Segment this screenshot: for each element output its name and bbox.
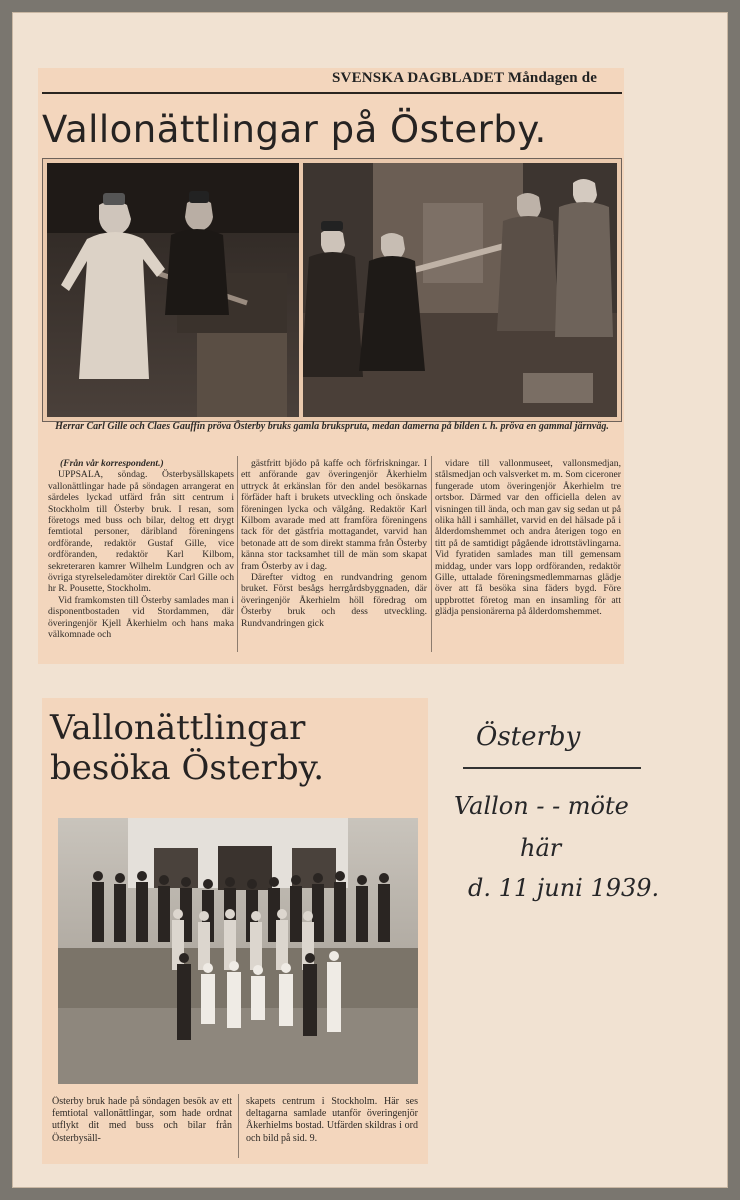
column-rule [237, 456, 238, 652]
column-rule [431, 456, 432, 652]
article-paragraph: Därefter vidtog en rundvandring genom bruket. Först besågs herrgårdsbyggnaden, där överingenjör Åkerhielm höll föredrag om Österby bruk och dess utveckling. Rundvandringen gick [241, 572, 427, 629]
article-headline: Vallonättlingar på Österby. [42, 108, 547, 151]
article-column-1 [48, 458, 234, 654]
photo-caption-column-2: skapets centrum i Stockholm. Här ses deltagarna samlade utanför överingenjör Åkerhielms bostad. Utfärden skildras i ord och bild på sid. 9. [246, 1096, 418, 1144]
group-photo [58, 818, 418, 1084]
headline-line: Vallonättlingar [50, 708, 306, 748]
photo-frame [42, 158, 622, 422]
handwritten-underline [463, 767, 641, 769]
article-headline-2 [50, 708, 424, 788]
article-paragraph: vidare till vallonmuseet, vallonsmedjan, stålsmedjan och valsverket m. m. Som ciceroner fungerade utom överingenjör Åkerhielm tre ortsbor. Därmed var den officiella delen av visningen till ända, och man gav sig sedan ut på olika håll i samhället, varvid en del hälsade på i ålderdomshemmet och andra återigen togo en titt på de samtidigt pågående idrottstävlingarna. Vid fyratiden samlades man till gemensam middag, under vars lopp ordföranden, redaktör Gille, uttalade föreningsmedlemmarnas glädje över att få besöka sina fäders bygd. Före uppbrottet företog man en insamling för att glädja pensionärerna på ålderdomshemmet. [435, 458, 621, 618]
handwritten-line: d. 11 juni 1939. [468, 874, 660, 902]
photo-caption: Herrar Carl Gille och Claes Gauffin pröva Österby bruks gamla brukspruta, medan damerna på bilden t. h. pröva en gammal järnväg. [55, 421, 609, 432]
article-column-3 [435, 458, 621, 654]
photo-caption-column-1: Österby bruk hade på söndagen besök av ett femtiotal vallonättlingar, som hade ordnat utflykt dit med buss och bilar från Österbysäll- [52, 1096, 232, 1144]
article-byline: (Från vår korrespondent.) [60, 458, 164, 469]
photo-left [47, 163, 299, 417]
handwritten-line: Vallon - - möte [454, 792, 629, 820]
article-paragraph: gästfritt bjödo på kaffe och förfriskningar. I ett anförande gav överingenjör Åkerhielm uttryck åt erkänslan för den andel besökarnas förfäder haft i brukets utveckling och önskade föreningen lycka och välgång. Redaktör Karl Kilbom avarade med att framföra föreningens tack för det gästfria mottagandet, varvid han betonade att de som direkt stamma från Österby känna stor tacksamhet till de män som skapat fram Österby av i dag. [241, 458, 427, 572]
article-paragraph: UPPSALA, söndag. Österbysällskapets vallonättlingar hade på söndagen arrangerat en särdeles lyckad utfärd från sitt centrum i Stockholm till Österby bruk. I resan, som företogs med buss och bilar, deltog ett drygt femtiotal personer, däribland föreningens ordförande, redaktör Gustaf Gille, vice ordföranden, redaktör Karl Kilbom, sekreteraren kamrer Wilhelm Lundgren och av övriga styrelseledamöter direktör Carl Gille och hr R. Pousette, Stockholm. [48, 469, 234, 595]
column-rule [238, 1094, 239, 1158]
article-column-2 [241, 458, 427, 654]
headline-line: besöka Österby. [50, 748, 325, 788]
article-paragraph: Vid framkomsten till Österby samlades man i disponentbostaden vid Stordammen, där överingenjör Kjell Åkerhielm och hans maka välkomnade och [48, 594, 234, 641]
photo-right [303, 163, 617, 417]
handwritten-line: här [520, 834, 562, 862]
handwritten-title: Österby [476, 722, 581, 752]
newspaper-masthead: SVENSKA DAGBLADET Måndagen de [332, 70, 598, 86]
masthead-rule [42, 92, 622, 94]
